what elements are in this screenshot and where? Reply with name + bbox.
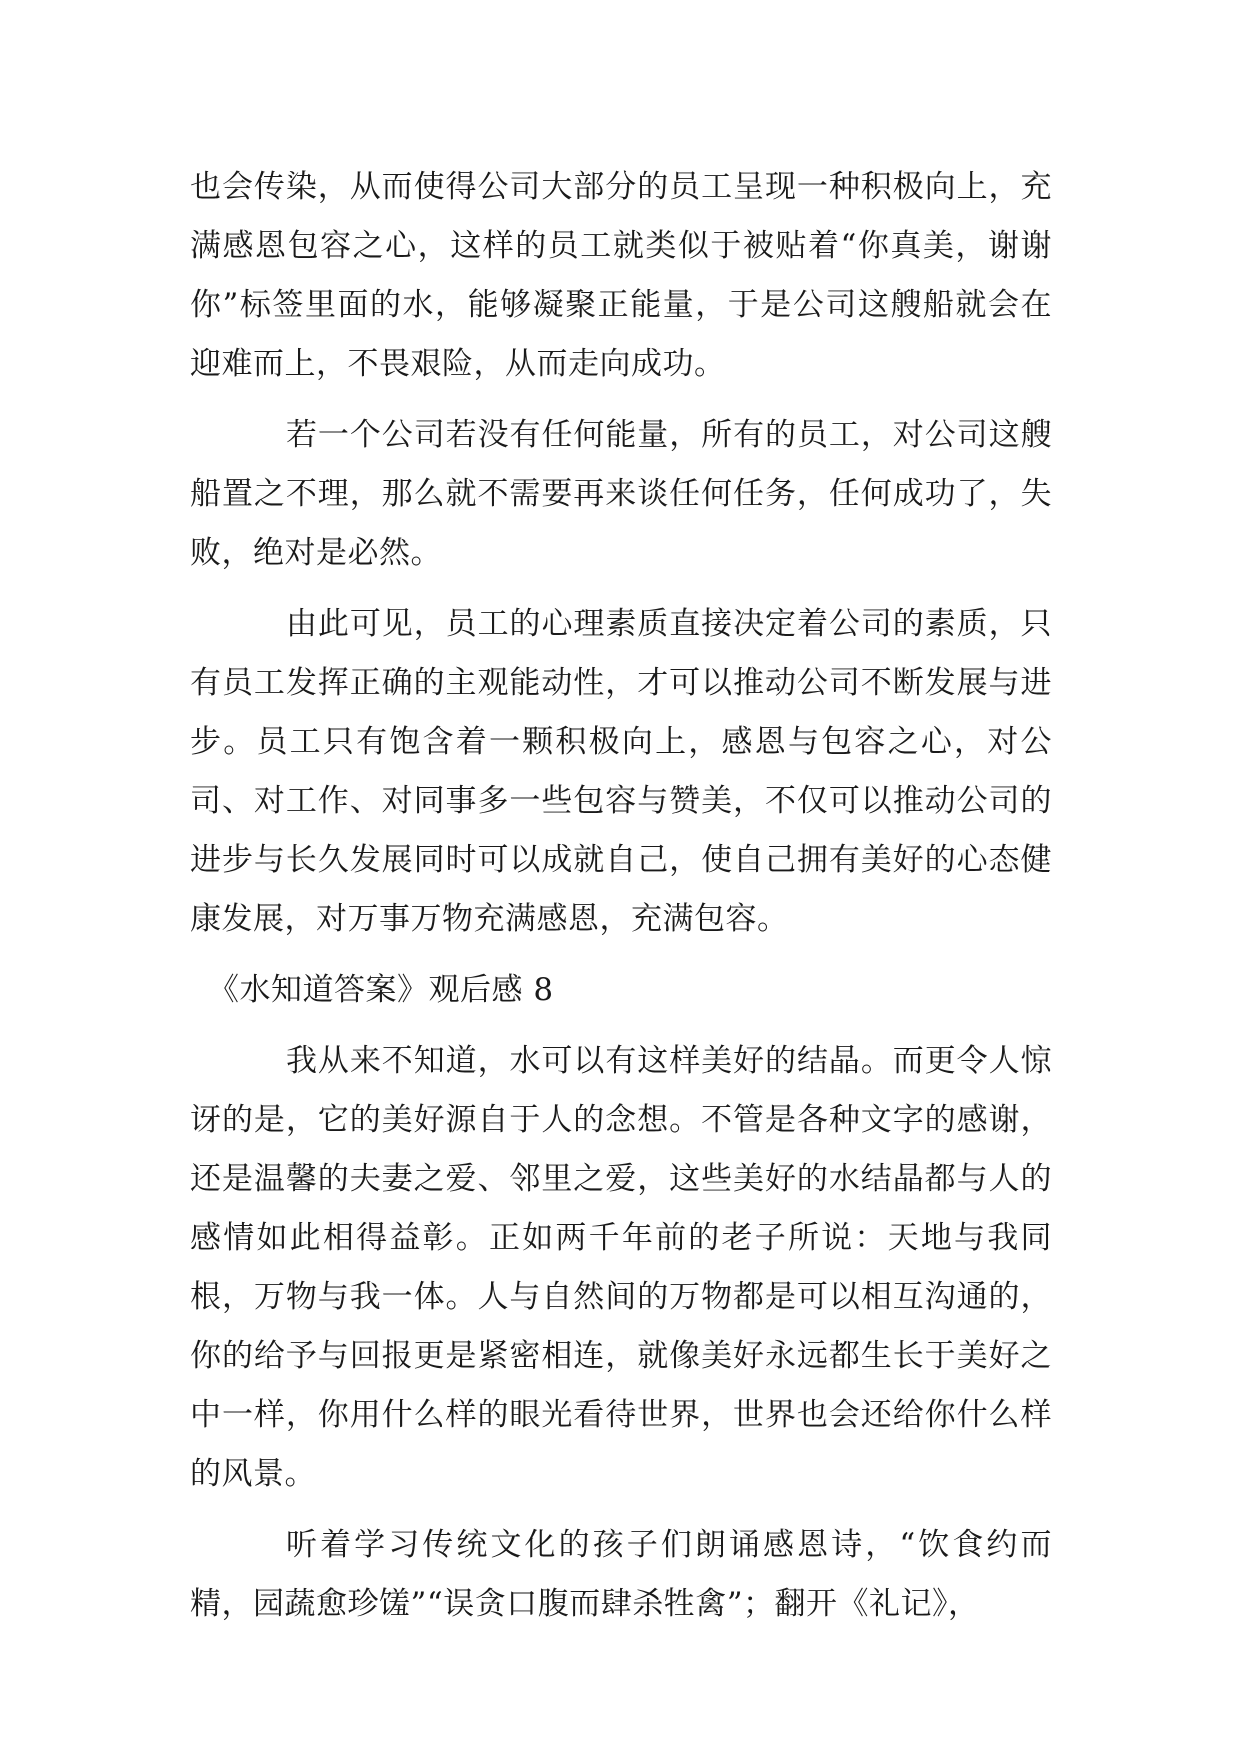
section-heading: 《水知道答案》观后感 8 <box>208 972 554 1008</box>
paragraph-continuation: 也会传染，从而使得公司大部分的员工呈现一种积极向上，充满感恩包容之心，这样的员工就类似于被贴着“你真美，谢谢你”标签里面的水，能够凝聚正能量，于是公司这艘船就会在迎难而上，不畏艰险，从而走向成功。 <box>190 169 1052 382</box>
paragraph-gratitude-poem: 听着学习传统文化的孩子们朗诵感恩诗，“饮食约而精，园蔬愈珍馐”“误贪口腹而肆杀牲禽”；翻开《礼记》， <box>190 1527 1052 1622</box>
paragraph-conclusion: 由此可见，员工的心理素质直接决定着公司的素质，只有员工发挥正确的主观能动性，才可以推动公司不断发展与进步。员工只有饱含着一颗积极向上，感恩与包容之心，对公司、对工作、对同事多一些包容与赞美，不仅可以推动公司的进步与长久发展同时可以成就自己，使自己拥有美好的心态健康发展，对万事万物充满感恩，充满包容。 <box>190 606 1052 937</box>
document-body <box>190 158 1052 1634</box>
paragraph-no-energy: 若一个公司若没有任何能量，所有的员工，对公司这艘船置之不理，那么就不需要再来谈任何任务，任何成功了，失败，绝对是必然。 <box>190 417 1052 571</box>
paragraph-water-crystals: 我从来不知道，水可以有这样美好的结晶。而更令人惊讶的是，它的美好源自于人的念想。不管是各种文字的感谢，还是温馨的夫妻之爱、邻里之爱，这些美好的水结晶都与人的感情如此相得益彰。正如两千年前的老子所说：天地与我同根，万物与我一体。人与自然间的万物都是可以相互沟通的，你的给予与回报更是紧密相连，就像美好永远都生长于美好之中一样，你用什么样的眼光看待世界，世界也会还给你什么样的风景。 <box>190 1043 1052 1492</box>
